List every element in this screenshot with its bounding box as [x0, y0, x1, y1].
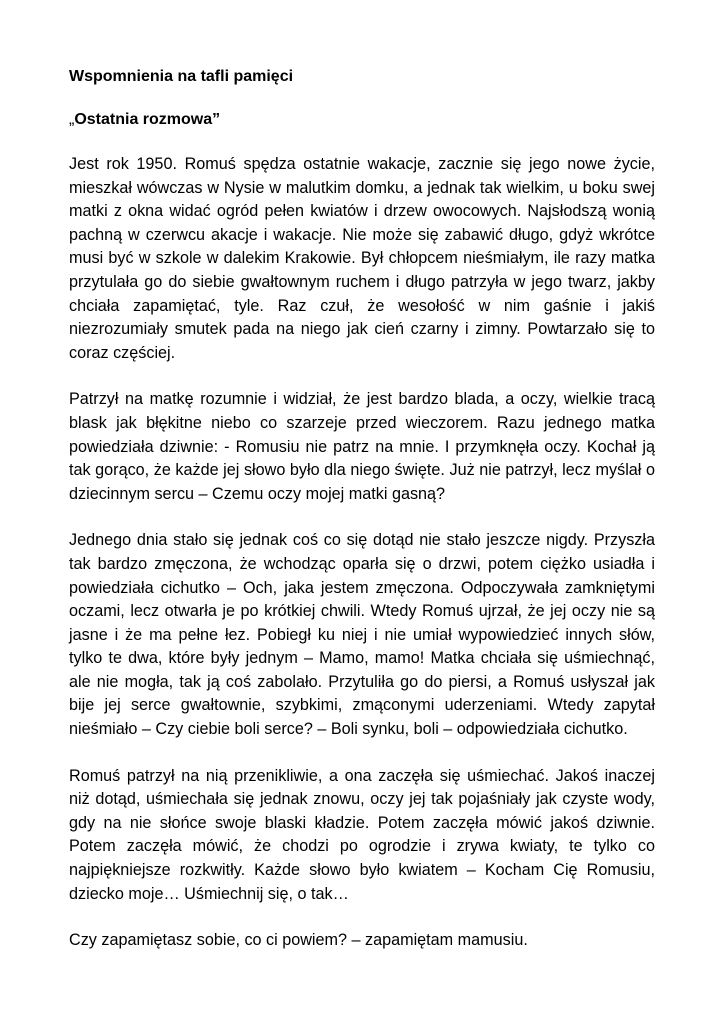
paragraph-3: Jednego dnia stało się jednak coś co się dotąd nie stało jeszcze nigdy. Przyszła tak bardzo zmęczona, że wchodząc oparła się o drzwi, potem ciężko usiadła i powiedziała cichutko – Och, jaka jestem zmęczona. Odpoczywała zamkniętymi oczami, lecz otwarła je po krótkiej chwili. Wtedy Romuś ujrzał, że jej oczy nie są jasne i że ma pełne łez. Pobiegł ku niej i nie umiał wypowiedzieć innych słów, tylko te dwa, które były jednym – Mamo, mamo! Matka chciała się uśmiechnąć, ale nie mogła, tak ją coś zabolało. Przytuliła go do piersi, a Romuś usłyszał jak bije jej serce gwałtownie, szybkimi, zmąconymi uderzeniami. Wtedy zapytał nieśmiało – Czy ciebie boli serce? – Boli synku, boli – odpowiedziała cichutko.	[69, 531, 655, 739]
document-subtitle	[69, 109, 655, 131]
paragraph-4: Romuś patrzył na nią przenikliwie, a ona zaczęła się uśmiechać. Jakoś inaczej niż dotąd, uśmiechała się jednak znowu, oczy jej tak pojaśniały jak czyste wody, gdy na nie słońce swoje blaski kładzie. Potem zaczęła mówić jakoś dziwnie. Potem zaczęła mówić, że chodzi po ogrodzie i zrywa kwiaty, te tylko co najpiękniejsze rozkwitły. Każde słowo było kwiatem – Kocham Cię Romusiu, dziecko moje… Uśmiechnij się, o tak…	[69, 766, 655, 903]
paragraph-2: Patrzył na matkę rozumnie i widział, że jest bardzo blada, a oczy, wielkie tracą blask jak błękitne niebo co szarzeje przed wieczorem. Razu jednego matka powiedziała dziwnie: - Romusiu nie patrz na mnie. I przymknęła oczy. Kochał ją tak gorąco, że każde jej słowo było dla niego święte. Już nie patrzył, lecz myślał o dziecinnym sercu – Czemu oczy mojej matki gasną?	[69, 390, 655, 503]
document-title: Wspomnienia na tafli pamięci	[69, 68, 294, 85]
paragraph-1: Jest rok 1950. Romuś spędza ostatnie wakacje, zacznie się jego nowe życie, mieszkał wówczas w Nysie w malutkim domku, a jednak tak wielkim, u boku swej matki z okna widać ogród pełen kwiatów i drzew owocowych. Najsłodszą wonią pachną w czerwcu akacje i wakacje. Nie może się zabawić długo, gdyż wkrótce musi być w szkole w dalekim Krakowie. Był chłopcem nieśmiałym, ile razy matka przytulała go do siebie gwałtownym ruchem i długo patrzyła w jego twarz, jakby chciała zapamiętać, tyle. Raz czuł, że wesołość w nim gaśnie i jakiś niezrozumiały smutek pada na niego jak cień czarny i zimny. Powtarzało się to coraz częściej.	[69, 155, 655, 362]
subtitle-text: Ostatnia rozmowa”	[74, 111, 221, 128]
subtitle-open-quote: „	[69, 111, 75, 128]
paragraph-5: Czy zapamiętasz sobie, co ci powiem? – zapamiętam mamusiu.	[69, 931, 528, 950]
document-page	[69, 66, 655, 953]
